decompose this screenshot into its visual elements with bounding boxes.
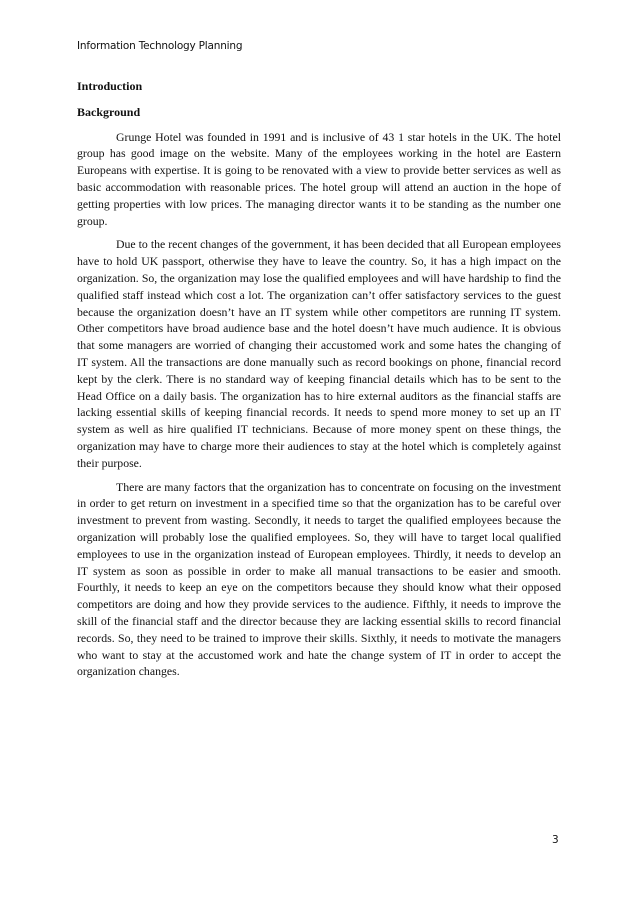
body-paragraph-2: Due to the recent changes of the government, it has been decided that all European employees have to hold UK passport, otherwise they have to leave the country. So, it has a high impact on the organization. So, the organization may lose the qualified employees and will have hardship to find the qualified staff instead which cost a lot. The organization can’t offer satisfactory services to the guest because the organization doesn’t have an IT system while other competitors are running IT system. Other competitors have broad audience base and the hotel doesn’t have much audience. It is obvious that some managers are worried of changing their accustomed work and some hates the changing of IT system. All the transactions are done manually such as record bookings on phone, financial record kept by the clerk. There is no standard way of keeping financial details which has to be sent to the Head Office on a daily basis. The organization has to hire external auditors as the financial staffs are lacking essential skills of keeping financial records. It needs to spend more money to set up an IT system as well as hire qualified IT technicians. Because of more money spent on these things, the organization may have to charge more their audiences to stay at the hotel which is completely against their purpose. <box>77 237 561 470</box>
body-paragraph-3: There are many factors that the organization has to concentrate on focusing on the investment in order to get return on investment in a specified time so that the organization has to be careful over investment to prevent from wasting. Secondly, it needs to target the qualified employees because the organization will probably lose the qualified employees. So, they will have to target local qualified employees to use in the organization instead of European employees. Thirdly, it needs to develop an IT system as soon as possible in order to make all manual transactions to be easier and smooth. Fourthly, it needs to keep an eye on the competitors because they should know what their opposed competitors are doing and how they provide services to the audience. Fifthly, it needs to improve the skill of the financial staff and the director because they are lacking essential skills to record financial records. So, they need to be trained to improve their skills. Sixthly, it needs to motivate the managers who want to stay at the accustomed work and hate the change system of IT in order to accept the organization changes. <box>77 479 561 679</box>
running-header: Information Technology Planning <box>77 40 243 52</box>
background-heading: Background <box>77 104 141 119</box>
body-paragraph-1: Grunge Hotel was founded in 1991 and is inclusive of 43 1 star hotels in the UK. The hotel group has good image on the website. Many of the employees working in the hotel are Eastern Europeans with expertise. It is going to be renovated with a view to provide better services as well as basic accommodation with reasonable prices. The hotel group will attend an auction in the hope of getting properties with low prices. The managing director wants it to be standing as the number one group. <box>77 129 561 228</box>
page-number: 3 <box>552 834 559 846</box>
introduction-heading: Introduction <box>77 79 143 93</box>
document-body <box>77 78 561 687</box>
